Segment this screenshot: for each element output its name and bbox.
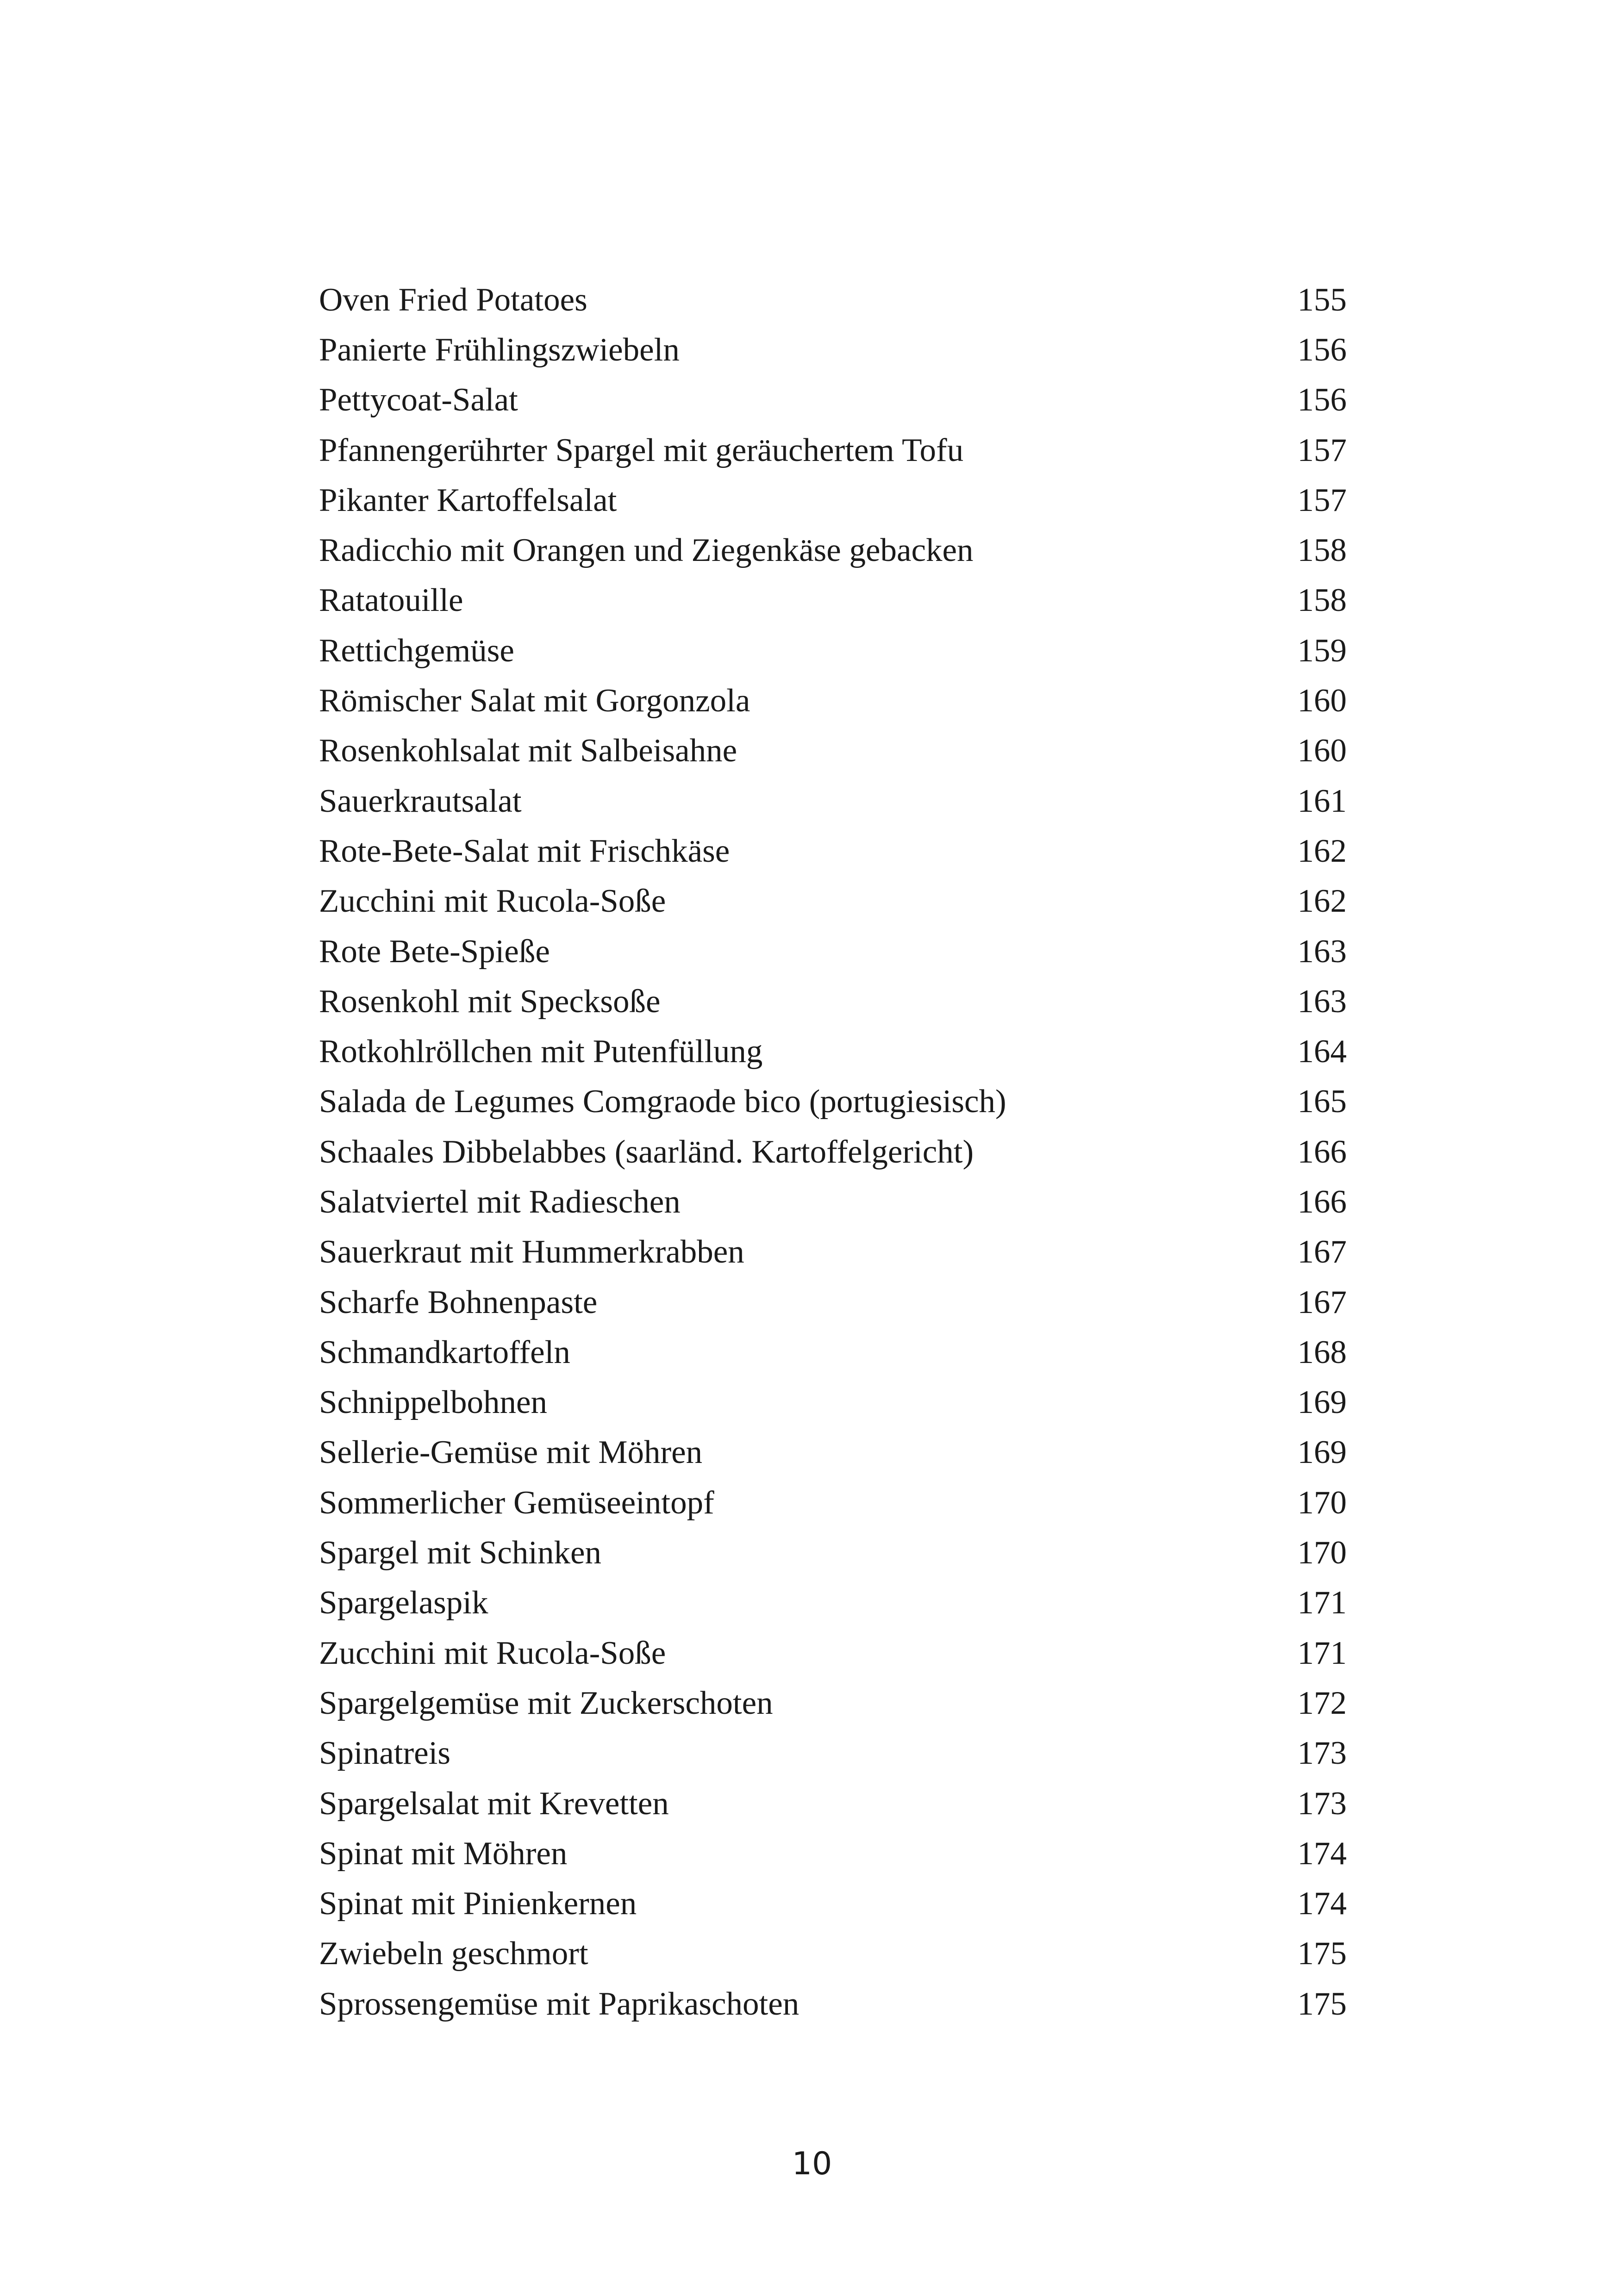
toc-entry-title: Salatviertel mit Radieschen: [319, 1183, 681, 1220]
toc-entry-page: 164: [1297, 1033, 1347, 1070]
toc-entry: [319, 776, 1347, 826]
toc-entry-title: Spargelgemüse mit Zuckerschoten: [319, 1685, 773, 1721]
toc-entry-title: Rettichgemüse: [319, 632, 514, 669]
toc-entry: [319, 1227, 1347, 1277]
toc-entry-title: Spinatreis: [319, 1735, 450, 1772]
toc-entry: [319, 626, 1347, 676]
toc-entry: [319, 1077, 1347, 1127]
toc-entry-page: 162: [1297, 883, 1347, 920]
toc-entry: [319, 1378, 1347, 1428]
toc-entry-title: Pikanter Kartoffelsalat: [319, 482, 617, 518]
toc-entry-page: 173: [1297, 1735, 1347, 1772]
toc-entry: [319, 325, 1347, 375]
toc-entry: [319, 877, 1347, 927]
toc-entry: [319, 1127, 1347, 1177]
toc-entry-title: Spargelsalat mit Krevetten: [319, 1785, 669, 1822]
toc-entry-page: 159: [1297, 632, 1347, 669]
toc-entry-title: Oven Fried Potatoes: [319, 281, 587, 318]
toc-entry-title: Rosenkohlsalat mit Salbeisahne: [319, 733, 737, 769]
toc-entry-title: Ratatouille: [319, 582, 463, 619]
toc-entry-page: 165: [1297, 1083, 1347, 1120]
toc-entry-title: Sommerlicher Gemüseeintopf: [319, 1484, 714, 1521]
toc-entry-title: Spinat mit Pinienkernen: [319, 1885, 637, 1922]
toc-entry: [319, 826, 1347, 876]
toc-entry-page: 170: [1297, 1484, 1347, 1521]
toc-entry-page: 175: [1297, 1985, 1347, 2022]
toc-entry-title: Zucchini mit Rucola-Soße: [319, 1635, 666, 1671]
toc-entry-page: 168: [1297, 1334, 1347, 1370]
toc-entry: [319, 425, 1347, 475]
toc-entry-title: Sauerkrautsalat: [319, 783, 522, 819]
toc-entry: [319, 475, 1347, 525]
toc-entry: [319, 275, 1347, 325]
toc-entry-title: Radicchio mit Orangen und Ziegenkäse gebacken: [319, 532, 974, 569]
toc-entry: [319, 576, 1347, 626]
toc-entry-page: 157: [1297, 482, 1347, 518]
toc-entry-title: Rote-Bete-Salat mit Frischkäse: [319, 833, 730, 869]
toc-entry-page: 160: [1297, 733, 1347, 769]
toc-entry-page: 173: [1297, 1785, 1347, 1822]
toc-entry: [319, 1829, 1347, 1879]
toc-entry: [319, 1729, 1347, 1779]
toc-entry: [319, 1779, 1347, 1829]
toc-entry: [319, 525, 1347, 575]
toc-entry-page: 160: [1297, 683, 1347, 719]
toc-entry-title: Zwiebeln geschmort: [319, 1935, 588, 1972]
toc-entry-page: 158: [1297, 582, 1347, 619]
toc-entry-page: 156: [1297, 331, 1347, 368]
toc-entry-page: 174: [1297, 1835, 1347, 1872]
toc-entry-title: Römischer Salat mit Gorgonzola: [319, 683, 750, 719]
toc-entry-title: Salada de Legumes Comgraode bico (portugiesisch): [319, 1083, 1006, 1120]
toc-entry-title: Sprossengemüse mit Paprikaschoten: [319, 1985, 800, 2022]
toc-entry-page: 157: [1297, 432, 1347, 468]
toc-entry: [319, 1979, 1347, 2029]
toc-entry: [319, 1177, 1347, 1227]
toc-entry-page: 171: [1297, 1635, 1347, 1671]
toc-entry-title: Sellerie-Gemüse mit Möhren: [319, 1434, 703, 1471]
toc-entry-page: 162: [1297, 833, 1347, 869]
toc-entry-title: Schnippelbohnen: [319, 1384, 547, 1421]
toc-entry: [319, 1628, 1347, 1678]
toc-entry-page: 163: [1297, 983, 1347, 1020]
toc-entry: [319, 726, 1347, 776]
toc-entry: [319, 927, 1347, 977]
toc-entry: [319, 676, 1347, 726]
toc-entry-page: 174: [1297, 1885, 1347, 1922]
toc-entry: [319, 1478, 1347, 1528]
toc-entry: [319, 375, 1347, 425]
toc-entry-page: 172: [1297, 1685, 1347, 1721]
table-of-contents: [319, 275, 1347, 2029]
toc-entry-page: 169: [1297, 1434, 1347, 1471]
toc-entry-title: Panierte Frühlingszwiebeln: [319, 331, 680, 368]
toc-entry: [319, 1528, 1347, 1578]
page-number: 10: [792, 2146, 832, 2182]
toc-entry: [319, 1277, 1347, 1327]
toc-entry-page: 171: [1297, 1585, 1347, 1621]
toc-entry-page: 175: [1297, 1935, 1347, 1972]
toc-entry: [319, 1327, 1347, 1377]
toc-entry-page: 166: [1297, 1133, 1347, 1170]
toc-entry-title: Rotkohlröllchen mit Putenfüllung: [319, 1033, 763, 1070]
toc-entry: [319, 1678, 1347, 1728]
toc-entry: [319, 1578, 1347, 1628]
toc-entry-page: 158: [1297, 532, 1347, 569]
toc-entry-page: 167: [1297, 1234, 1347, 1270]
toc-entry-page: 156: [1297, 382, 1347, 418]
toc-entry-page: 161: [1297, 783, 1347, 819]
toc-entry-page: 163: [1297, 933, 1347, 970]
toc-entry: [319, 1929, 1347, 1979]
toc-entry-title: Spinat mit Möhren: [319, 1835, 568, 1872]
toc-entry: [319, 977, 1347, 1027]
toc-entry-page: 169: [1297, 1384, 1347, 1421]
toc-entry-title: Schmandkartoffeln: [319, 1334, 570, 1370]
toc-entry-page: 170: [1297, 1535, 1347, 1571]
toc-entry-title: Pettycoat-Salat: [319, 382, 518, 418]
toc-entry-title: Spargelaspik: [319, 1585, 488, 1621]
toc-entry-title: Scharfe Bohnenpaste: [319, 1284, 598, 1320]
toc-entry-page: 166: [1297, 1183, 1347, 1220]
toc-entry: [319, 1027, 1347, 1076]
toc-entry: [319, 1879, 1347, 1929]
toc-entry-page: 155: [1297, 281, 1347, 318]
toc-entry-page: 167: [1297, 1284, 1347, 1320]
toc-entry-title: Spargel mit Schinken: [319, 1535, 602, 1571]
toc-entry-title: Zucchini mit Rucola-Soße: [319, 883, 666, 920]
toc-entry-title: Pfannengerührter Spargel mit geräuchertem Tofu: [319, 432, 964, 468]
toc-entry-title: Rote Bete-Spieße: [319, 933, 550, 970]
toc-entry-title: Schaales Dibbelabbes (saarländ. Kartoffelgericht): [319, 1133, 974, 1170]
toc-entry-title: Sauerkraut mit Hummerkrabben: [319, 1234, 744, 1270]
toc-entry: [319, 1428, 1347, 1478]
toc-entry-title: Rosenkohl mit Specksoße: [319, 983, 661, 1020]
